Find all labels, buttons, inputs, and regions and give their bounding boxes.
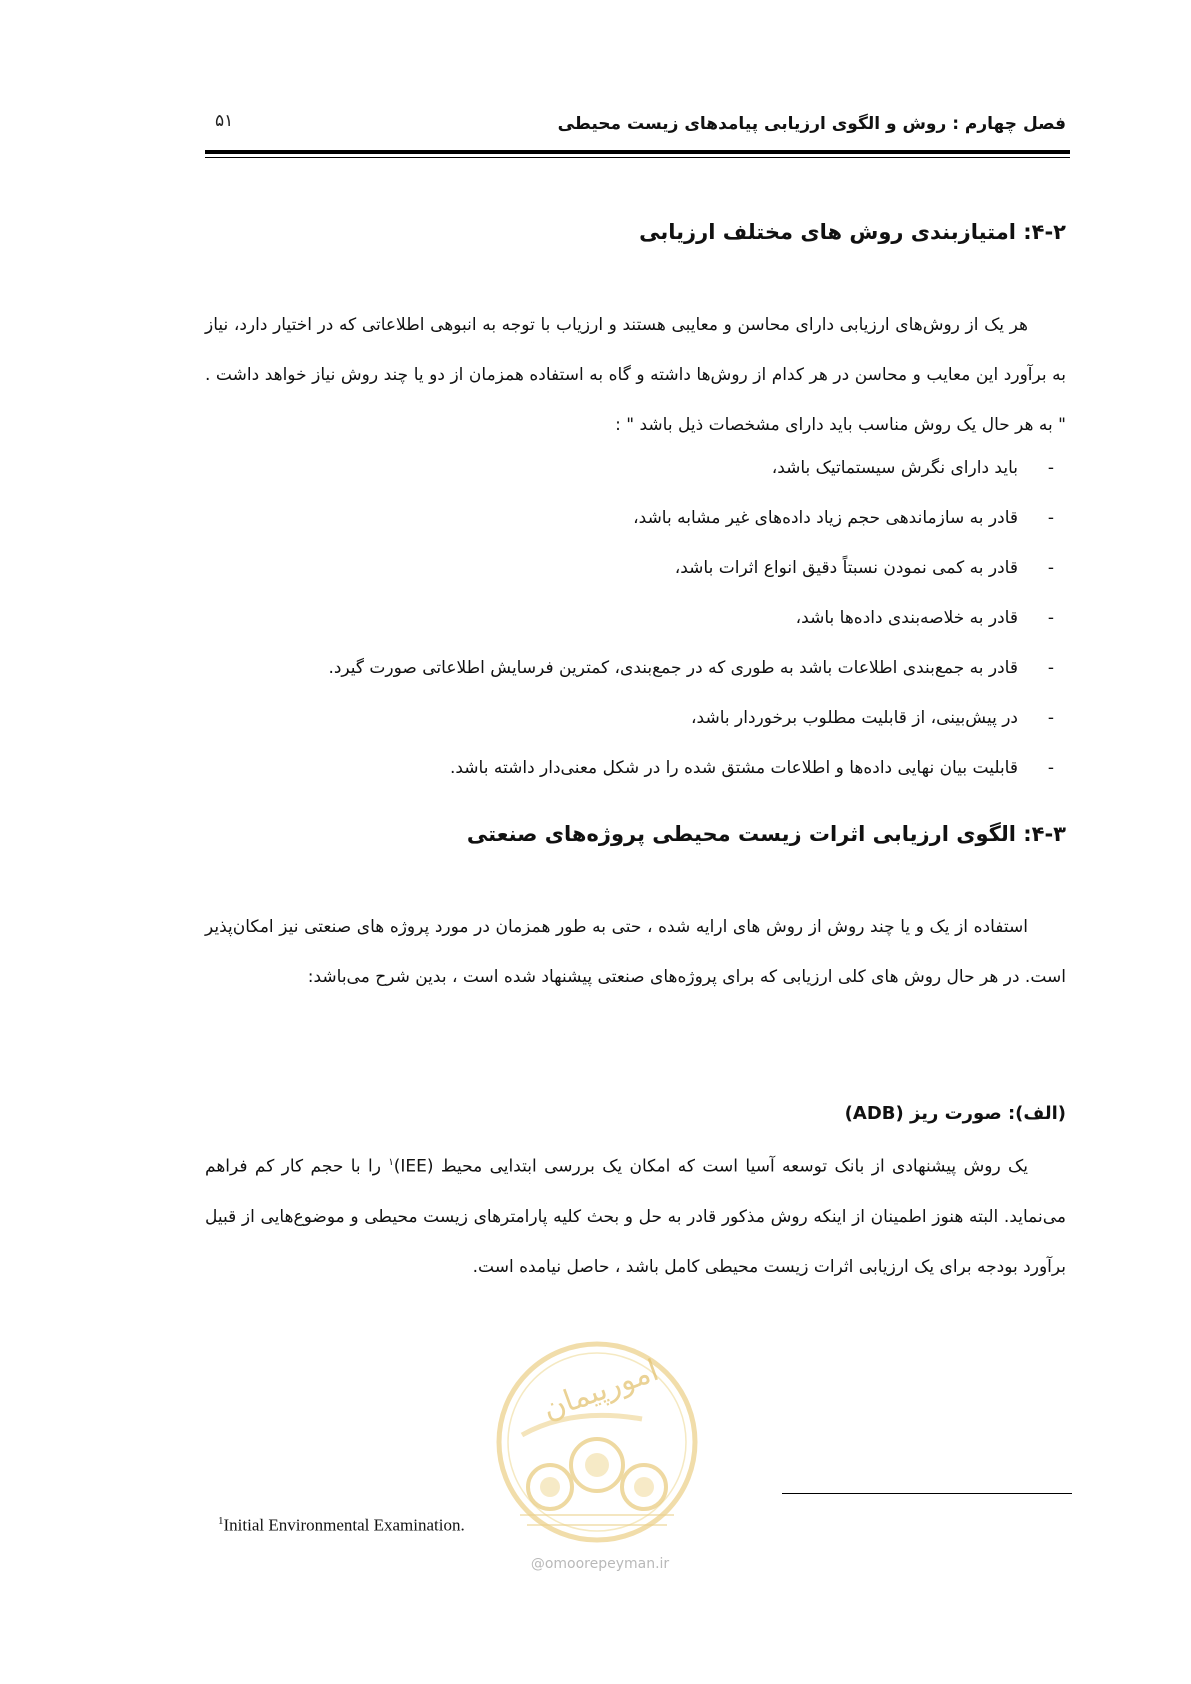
list-item-text: باید دارای نگرش سیستماتیک باشد، [771, 458, 1018, 478]
list-item [205, 743, 1066, 793]
list-item-text: قابلیت بیان نهایی داده‌ها و اطلاعات مشتق شده را در شکل معنی‌دار داشته باشد. [449, 758, 1018, 778]
list-item [205, 693, 1066, 743]
paragraph: هر یک از روش‌های ارزیابی دارای محاسن و معایبی هستند و ارزیاب با توجه به انبوهی اطلاعاتی که در اختیار دارد، نیاز به برآورد این معایب و محاسن در هر کدام از روش‌ها داشته و گاه به استفاده همزمان از دو یا چند روش نیاز خواهد داشت . " به هر حال یک روش مناسب باید دارای مشخصات ذیل باشد " : [205, 315, 1066, 435]
bullet-dash: - [1047, 758, 1054, 778]
page-number: ۵۱ [215, 111, 234, 131]
subsection-adb-text [205, 1138, 1066, 1292]
paragraph [205, 1138, 1066, 1292]
subsection-heading-adb: (الف): صورت ریز (ADB) [844, 1103, 1066, 1124]
running-header-title: فصل چهارم : روش و الگوی ارزیابی پیامدهای زیست محیطی [557, 114, 1066, 134]
text-run: یک روش پیشنهادی از بانک توسعه آسیا است که امکان یک بررسی ابتدایی محیط (IEE) [393, 1156, 1028, 1177]
footnote [218, 1515, 465, 1536]
section-4-3-intro [205, 902, 1066, 1002]
bullet-dash: - [1047, 658, 1054, 678]
list-item [205, 443, 1066, 493]
list-item [205, 493, 1066, 543]
header-rule-thick [205, 150, 1070, 154]
list-item [205, 643, 1066, 693]
list-item [205, 593, 1066, 643]
header-rule-thin [205, 157, 1070, 158]
watermark-logo-text: امورپیمان [538, 1353, 664, 1428]
section-4-2-intro [205, 300, 1066, 450]
list-item-text: قادر به سازماندهی حجم زیاد داده‌های غیر مشابه باشد، [633, 508, 1018, 528]
bullet-dash: - [1047, 608, 1054, 628]
bullet-dash: - [1047, 458, 1054, 478]
criteria-list [205, 443, 1066, 793]
list-item-text: قادر به خلاصه‌بندی داده‌ها باشد، [795, 608, 1018, 628]
footnote-separator [782, 1493, 1072, 1494]
bullet-dash: - [1047, 508, 1054, 528]
list-item-text: قادر به جمع‌بندی اطلاعات باشد به طوری که در جمع‌بندی، کمترین فرسایش اطلاعاتی صورت گیرد. [328, 658, 1018, 678]
watermark-seal-logo [492, 1337, 702, 1552]
section-heading-4-2: ۴-۲: امتیازبندی روش های مختلف ارزیابی [639, 220, 1066, 244]
list-item [205, 543, 1066, 593]
footnote-ref: ۱ [388, 1157, 394, 1168]
list-item-text: در پیش‌بینی، از قابلیت مطلوب برخوردار باشد، [691, 708, 1018, 728]
footnote-number: 1 [218, 1515, 224, 1527]
list-item-text: قادر به کمی نمودن نسبتاً دقیق انواع اثرات باشد، [674, 558, 1018, 578]
text-run: را با حجم کار کم فراهم می‌نماید. البته هنوز اطمینان از اینکه روش مذکور قادر به حل و بحث کلیه پارامترهای زیست محیطی و موضوع‌هایی از قبیل برآورد بودجه برای یک ارزیابی اثرات زیست محیطی کامل باشد ، حاصل نیامده است. [205, 1156, 1066, 1277]
footnote-text: Initial Environmental Examination. [223, 1515, 465, 1535]
watermark-url: @omoorepeyman.ir [530, 1556, 670, 1572]
bullet-dash: - [1047, 708, 1054, 728]
section-heading-4-3: ۴-۳: الگوی ارزیابی اثرات زیست محیطی پروژه‌های صنعتی [466, 822, 1066, 846]
paragraph: استفاده از یک و یا چند روش از روش های ارایه شده ، حتی به طور همزمان در مورد پروژه های صنعتی نیز امکان‌پذیر است. در هر حال روش های کلی ارزیابی که برای پروژه‌های صنعتی پیشنهاد شده است ، بدین شرح می‌باشد: [205, 917, 1066, 987]
bullet-dash: - [1047, 558, 1054, 578]
